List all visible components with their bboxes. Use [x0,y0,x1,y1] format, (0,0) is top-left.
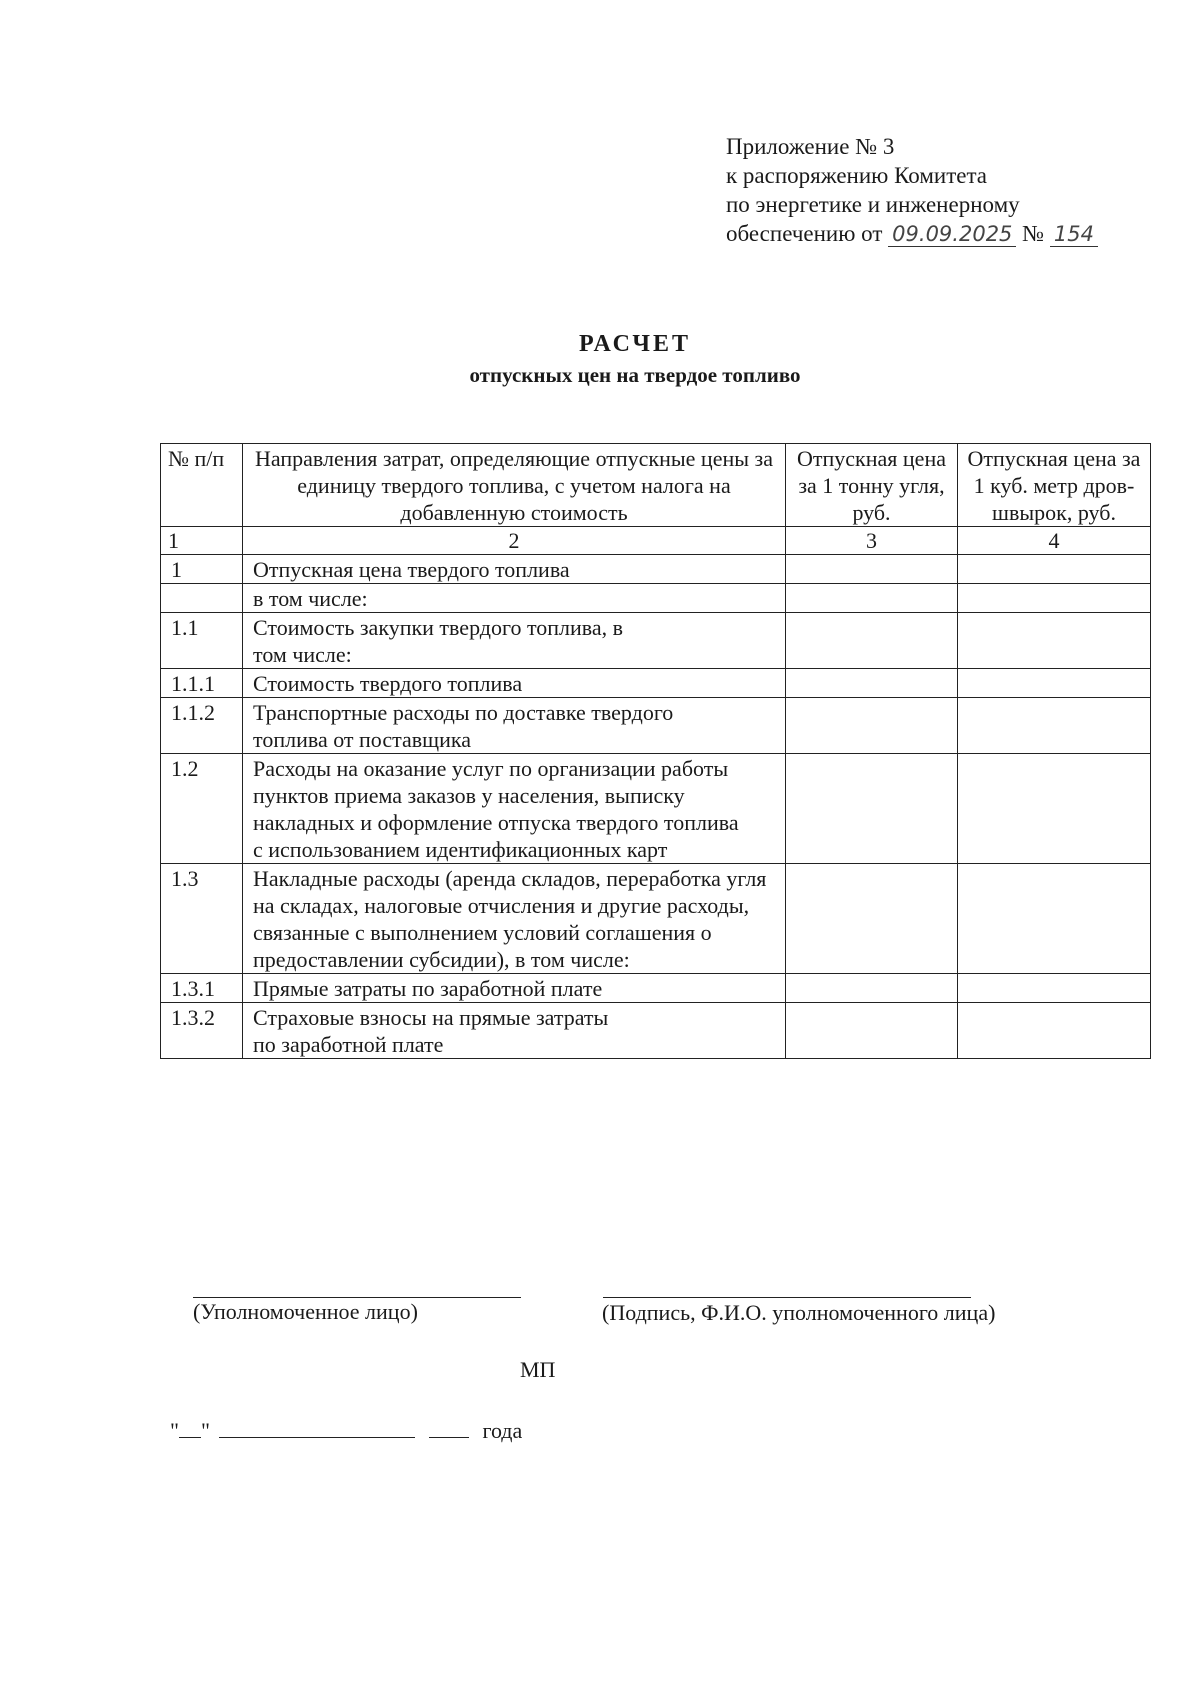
table-header-row [161,444,1151,527]
row-wood-value [958,974,1151,1003]
row-coal-value [786,584,958,613]
calculation-table [160,443,1151,1059]
row-number: 1.3.2 [161,1003,243,1059]
column-index-row [161,527,1151,555]
row-description: Расходы на оказание услуг по организации работы пунктов приема заказов у населения, выписку накладных и оформление отпуска твердого топлива с использованием идентификационных карт [243,754,786,864]
authorized-person-label: (Уполномоченное лицо) [193,1299,418,1324]
row-coal-value [786,864,958,974]
document-title: РАСЧЕТ [578,331,692,357]
row-coal-value [786,613,958,669]
row-wood-value [958,1003,1151,1059]
row-description: Накладные расходы (аренда складов, переработка угля на складах, налоговые отчисления и другие расходы, связанные с выполнением условий соглашения о предоставлении субсидии), в том числе: [243,864,786,974]
row-description: Транспортные расходы по доставке твердого топлива от поставщика [243,698,786,754]
table-row [161,754,1151,864]
date-close-quote: " [200,1418,210,1443]
year-suffix: года [482,1418,523,1443]
stamp-place: МП [520,1357,556,1382]
attachment-line-4-prefix: обеспечению от [726,221,883,246]
row-description: Страховые взносы на прямые затраты по заработной плате [243,1003,786,1059]
row-wood-value [958,754,1151,864]
row-wood-value [958,584,1151,613]
row-number: 1.1 [161,613,243,669]
row-coal-value [786,669,958,698]
row-wood-value [958,613,1151,669]
row-number [161,584,243,613]
row-number: 1.2 [161,754,243,864]
signature-label: (Подпись, Ф.И.О. уполномоченного лица) [602,1300,996,1325]
row-description: Отпускная цена твердого топлива [243,555,786,584]
day-blank [179,1415,201,1438]
attachment-line-2: к распоряжению Комитета [726,163,987,188]
number-label: № [1022,221,1045,246]
row-coal-value [786,698,958,754]
row-description: в том числе: [243,584,786,613]
authorized-person-line [193,1297,521,1298]
row-coal-value [786,555,958,584]
attachment-line-3: по энергетике и инженерному [726,192,1020,217]
row-description: Стоимость закупки твердого топлива, в том числе: [243,613,786,669]
year-blank [429,1415,469,1438]
column-index: 2 [243,527,786,555]
row-wood-value [958,555,1151,584]
header-direction: Направления затрат, определяющие отпускные цены за единицу твердого топлива, с учетом налога на добавленную стоимость [243,444,786,527]
document-subtitle: отпускных цен на твердое топливо [469,363,801,387]
row-number: 1.1.1 [161,669,243,698]
row-number: 1.3.1 [161,974,243,1003]
attachment-header [726,132,1098,249]
row-description: Стоимость твердого топлива [243,669,786,698]
attachment-line-4 [726,219,1098,249]
table-row [161,698,1151,754]
month-blank [219,1415,415,1438]
row-number: 1.1.2 [161,698,243,754]
table-row [161,555,1151,584]
handwritten-date: 09.09.2025 [888,222,1016,247]
header-coal-price: Отпускная цена за 1 тонну угля, руб. [786,444,958,527]
row-number: 1.3 [161,864,243,974]
signature-line [603,1297,971,1298]
row-wood-value [958,669,1151,698]
table-row [161,974,1151,1003]
table-row [161,584,1151,613]
table-row [161,613,1151,669]
column-index: 4 [958,527,1151,555]
handwritten-number: 154 [1050,222,1098,247]
row-description: Прямые затраты по заработной плате [243,974,786,1003]
date-line [170,1415,522,1444]
column-index: 1 [161,527,243,555]
row-wood-value [958,698,1151,754]
attachment-line-1: Приложение № 3 [726,134,895,159]
table-row [161,1003,1151,1059]
table-row [161,864,1151,974]
column-index: 3 [786,527,958,555]
header-wood-price: Отпускная цена за 1 куб. метр дров-швырок, руб. [958,444,1151,527]
row-wood-value [958,864,1151,974]
date-open-quote: " [170,1418,179,1443]
row-coal-value [786,1003,958,1059]
table-row [161,669,1151,698]
row-number: 1 [161,555,243,584]
header-num: № п/п [161,444,243,527]
row-coal-value [786,754,958,864]
row-coal-value [786,974,958,1003]
